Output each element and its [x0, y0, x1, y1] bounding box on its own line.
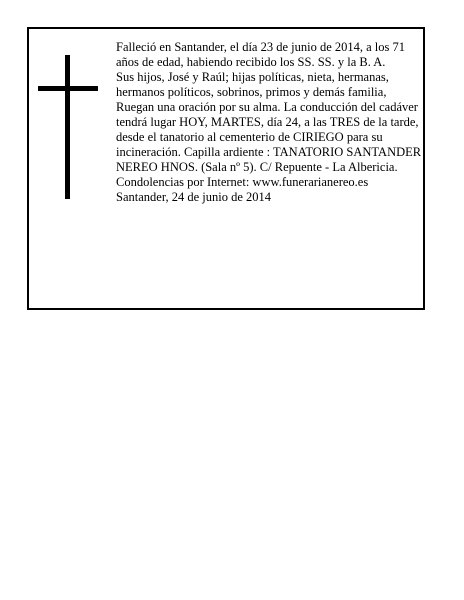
notice-text — [116, 40, 422, 205]
death-announcement: Falleció en Santander, el día 23 de junio de 2014, a los 71 años de edad, habiendo recibido los SS. SS. y la B. A. — [116, 40, 406, 69]
condolences-line: Condolencias por Internet: www.funerarianereo.es — [116, 175, 369, 189]
obituary-notice — [27, 27, 425, 310]
cross-icon — [38, 55, 98, 199]
place-date-line: Santander, 24 de junio de 2014 — [116, 190, 272, 204]
cross-vertical-bar — [65, 55, 70, 199]
funeral-details: Ruegan una oración por su alma. La conducción del cadáver tendrá lugar HOY, MARTES, día 24, a las TRES de la tarde, desde el tanatorio al cementerio de CIRIEGO para su incineración. Capilla ardiente : TANATORIO SANTANDER NEREO HNOS. (Sala nº 5). C/ Repuente - La Albericia. — [116, 100, 422, 174]
cross-horizontal-bar — [38, 86, 98, 91]
family-list: Sus hijos, José y Raúl; hijas políticas, nieta, hermanas, hermanos políticos, sobrinos, primos y demás familia, — [116, 70, 389, 99]
